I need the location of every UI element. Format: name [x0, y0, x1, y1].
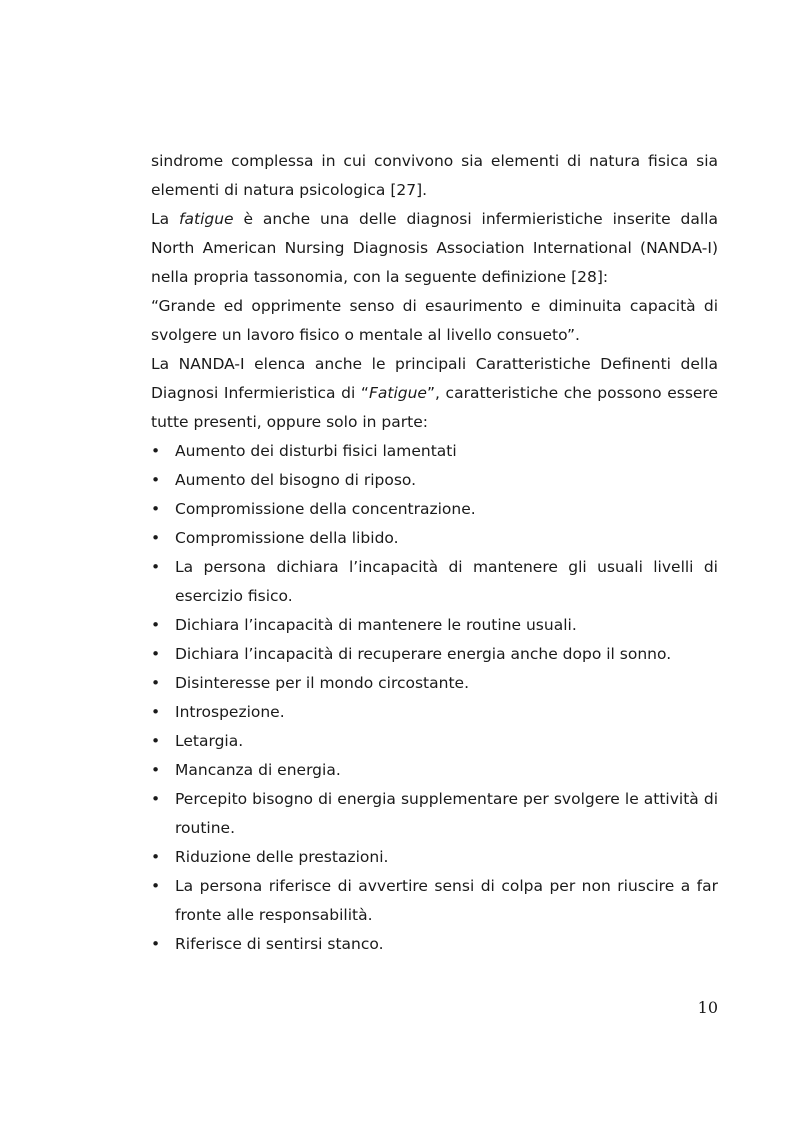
document-body — [151, 147, 718, 959]
list-item — [151, 437, 718, 466]
bullet-icon: • — [151, 703, 161, 721]
list-item — [151, 553, 718, 611]
list-item — [151, 930, 718, 959]
bullet-icon: • — [151, 558, 161, 576]
list-item — [151, 727, 718, 756]
characteristics-list — [151, 437, 718, 959]
fatigue-quoted-term: Fatigue — [368, 384, 427, 402]
bullet-icon: • — [151, 761, 161, 779]
list-item-text: La persona riferisce di avvertire sensi di colpa per non riuscire a far fronte alle responsabilità. — [175, 877, 718, 924]
bullet-icon: • — [151, 500, 161, 518]
definition-quote: “Grande ed opprimente senso di esaurimento e diminuita capacità di svolgere un lavoro fisico o mentale al livello consueto”. — [151, 297, 718, 344]
list-item-text: Introspezione. — [175, 703, 285, 721]
list-item-text: Riferisce di sentirsi stanco. — [175, 935, 384, 953]
list-item-text: Letargia. — [175, 732, 244, 750]
list-item — [151, 669, 718, 698]
list-item — [151, 611, 718, 640]
list-item — [151, 524, 718, 553]
list-item-text: Riduzione delle prestazioni. — [175, 848, 389, 866]
list-item-text: Percepito bisogno di energia supplementare per svolgere le attività di routine. — [175, 790, 718, 837]
bullet-icon: • — [151, 674, 161, 692]
list-item-text: Dichiara l’incapacità di recuperare energia anche dopo il sonno. — [175, 645, 672, 663]
bullet-icon: • — [151, 877, 161, 895]
list-item-text: Compromissione della libido. — [175, 529, 399, 547]
bullet-icon: • — [151, 442, 161, 460]
list-item — [151, 872, 718, 930]
characteristics-intro-paragraph — [151, 350, 718, 437]
page-number: 10 — [697, 998, 718, 1017]
continuation-paragraph: sindrome complessa in cui convivono sia elementi di natura fisica sia elementi di natura psicologica [27]. — [151, 152, 718, 199]
bullet-icon: • — [151, 732, 161, 750]
list-item — [151, 640, 718, 669]
list-item — [151, 756, 718, 785]
list-item — [151, 843, 718, 872]
bullet-icon: • — [151, 935, 161, 953]
nanda-intro-paragraph — [151, 205, 718, 292]
fatigue-term: fatigue — [179, 210, 234, 228]
characteristics-intro-text-end: ”, caratteristiche che possono essere tutte presenti, oppure solo in parte: — [151, 384, 719, 431]
list-item-text: Mancanza di energia. — [175, 761, 341, 779]
list-item — [151, 466, 718, 495]
list-item-text: La persona dichiara l’incapacità di mantenere gli usuali livelli di esercizio fisico. — [175, 558, 718, 605]
nanda-intro-text-start: La — [151, 210, 180, 228]
bullet-icon: • — [151, 616, 161, 634]
nanda-intro-text-end: è anche una delle diagnosi infermieristiche inserite dalla North American Nursing Diagnosis Association International (NANDA-I) nella propria tassonomia, con la seguente definizione [28]: — [151, 210, 718, 286]
list-item-text: Compromissione della concentrazione. — [175, 500, 476, 518]
bullet-icon: • — [151, 471, 161, 489]
bullet-icon: • — [151, 645, 161, 663]
bullet-icon: • — [151, 848, 161, 866]
bullet-icon: • — [151, 790, 161, 808]
list-item — [151, 785, 718, 843]
list-item-text: Dichiara l’incapacità di mantenere le routine usuali. — [175, 616, 577, 634]
list-item-text: Aumento dei disturbi fisici lamentati — [175, 442, 457, 460]
bullet-icon: • — [151, 529, 161, 547]
characteristics-intro-text-start: La NANDA-I elenca anche le principali Caratteristiche Definenti della Diagnosi Infermieristica di “ — [151, 355, 718, 402]
list-item-text: Disinteresse per il mondo circostante. — [175, 674, 469, 692]
list-item-text: Aumento del bisogno di riposo. — [175, 471, 417, 489]
list-item — [151, 495, 718, 524]
list-item — [151, 698, 718, 727]
